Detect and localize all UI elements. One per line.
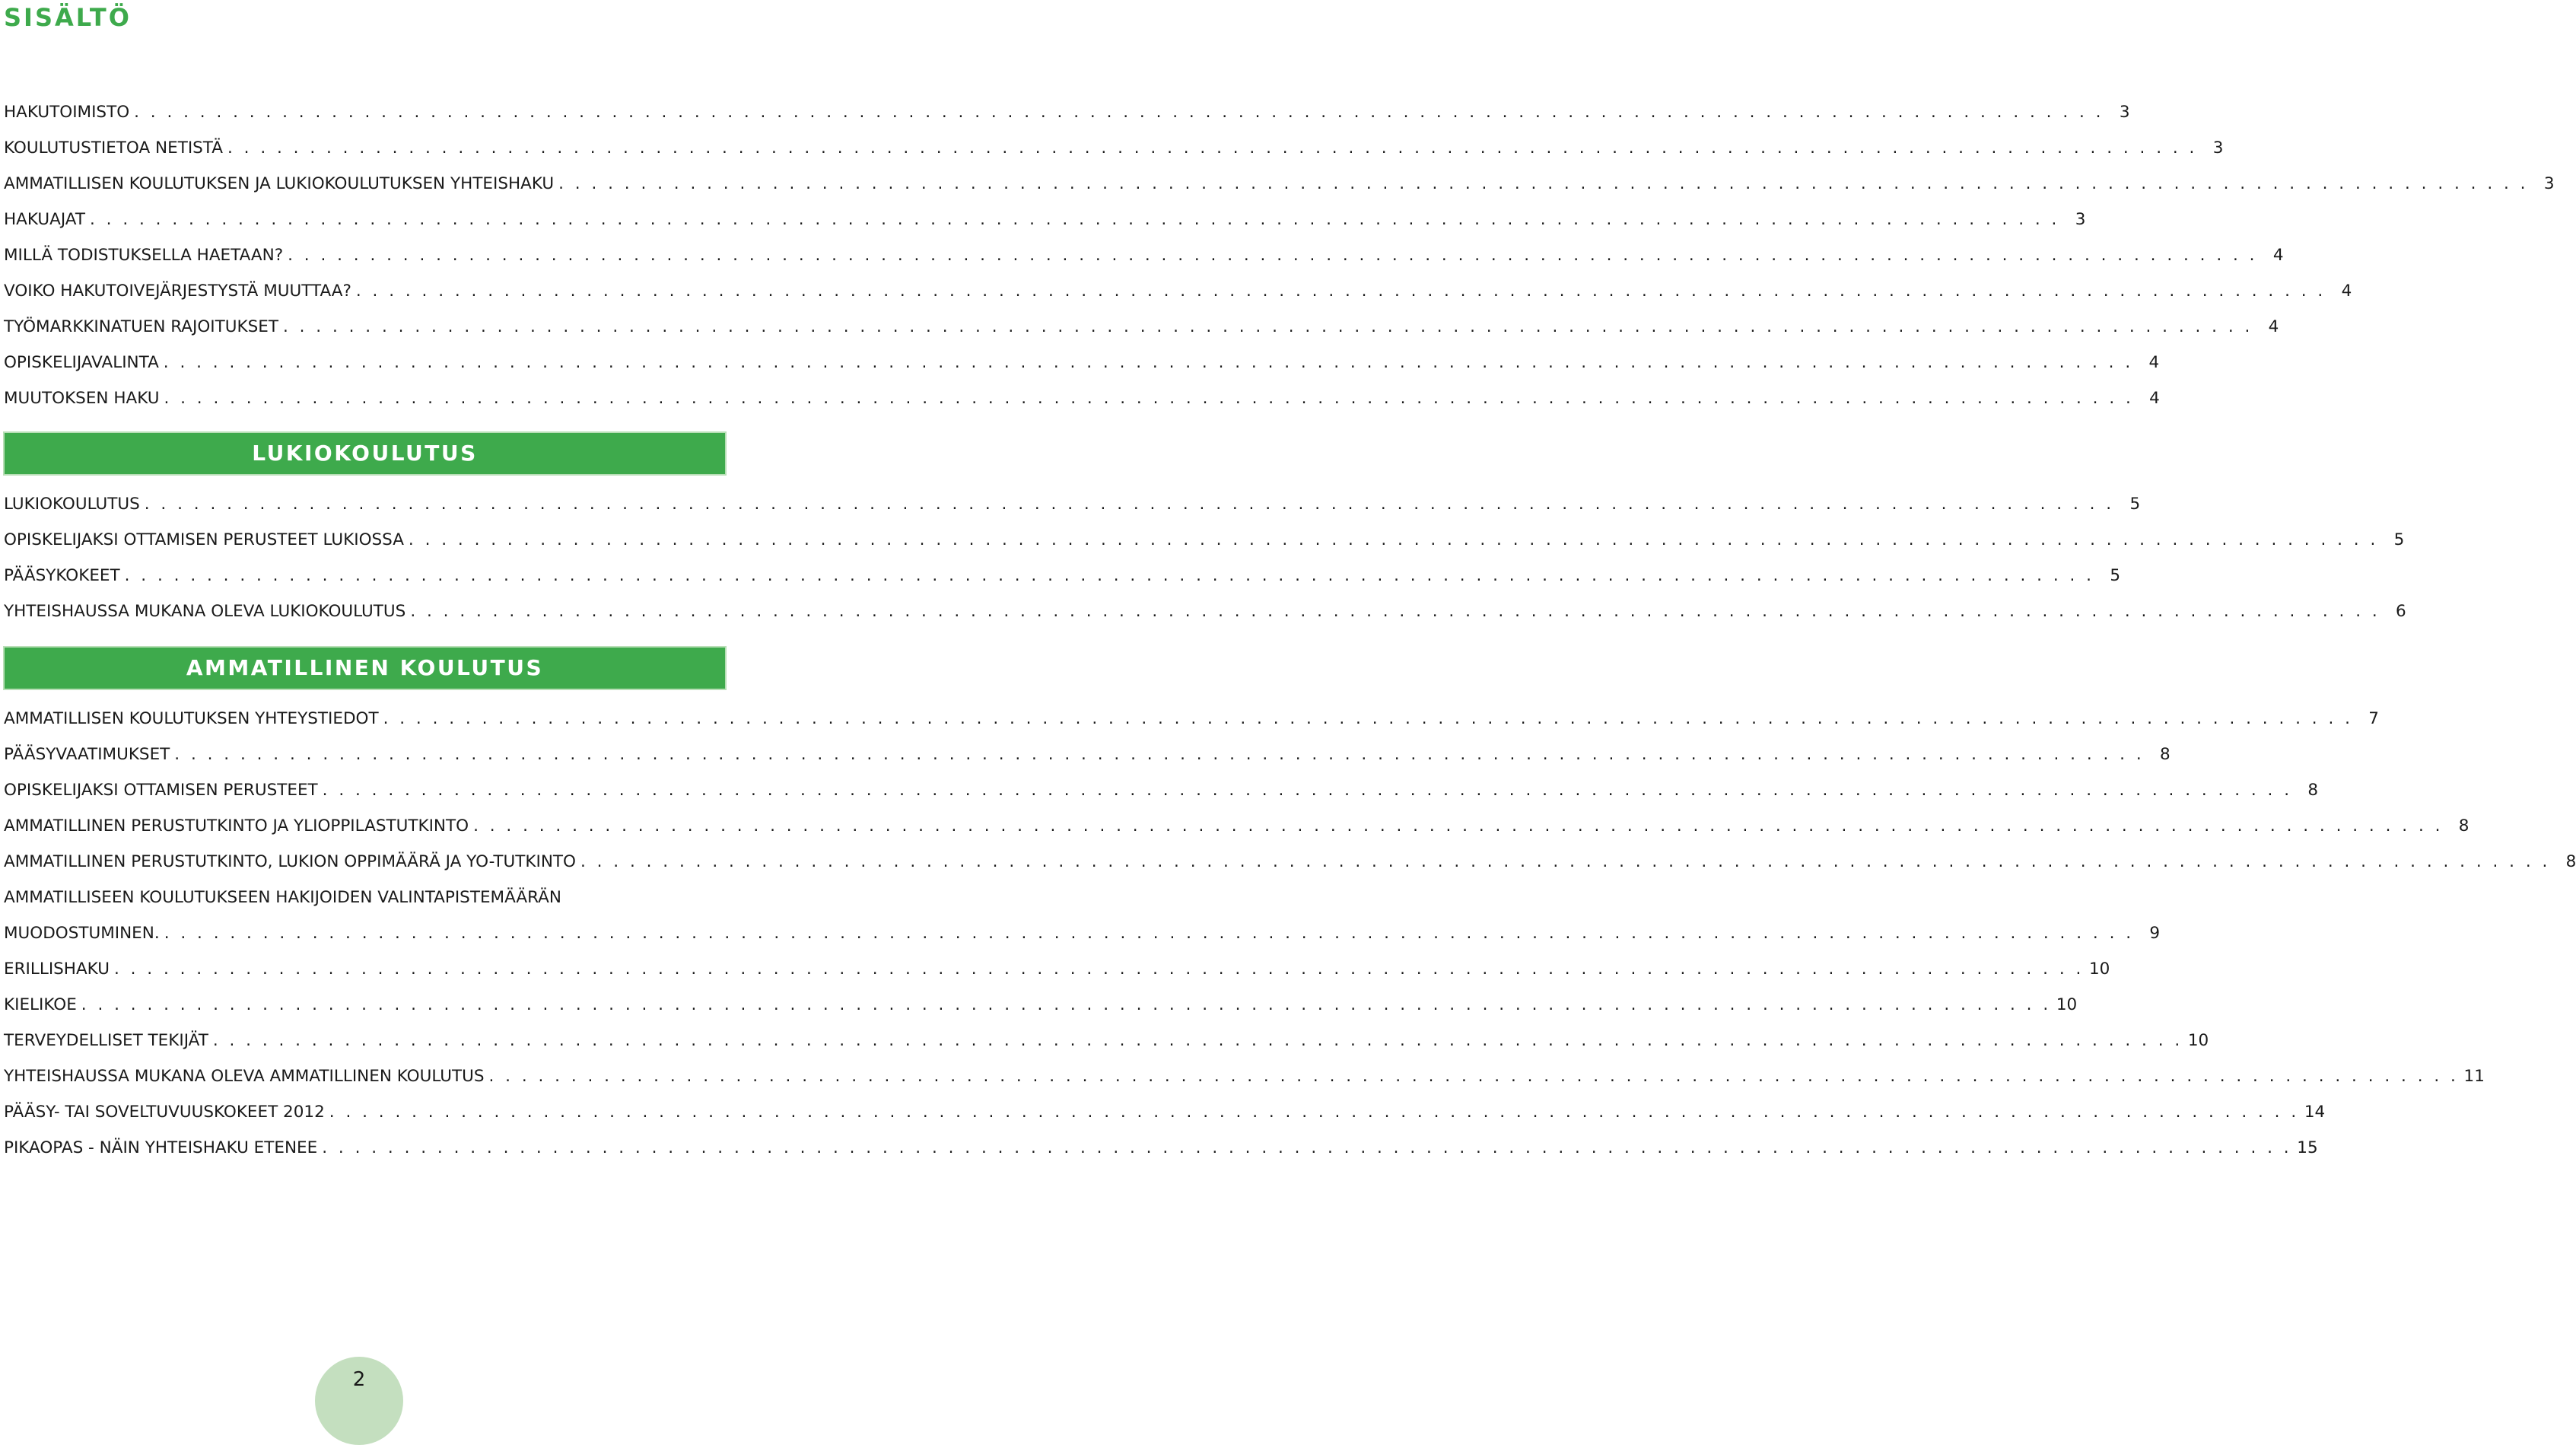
toc-entry[interactable] (4, 951, 2110, 987)
toc-entry[interactable] (4, 594, 2406, 629)
toc-leader-dots: . . . . . . . . . . . . . . . . . . . . . . . . . . . . . . . . . . . . . . . . . . . . . . . . . . . . . . . . . . . . . . . . . . . . . . . . . . . . . . . . . . . . . . . . . . . . . . . . . . . . . . . . . . . . . . . . . . . . . . . . (473, 816, 2444, 835)
toc-entry[interactable] (4, 701, 2379, 737)
toc-entry-label: AMMATILLISEN KOULUTUKSEN YHTEYSTIEDOT (4, 709, 379, 728)
toc-entry-label: YHTEISHAUSSA MUKANA OLEVA LUKIOKOULUTUS (4, 602, 406, 621)
toc-entry-label: OPISKELIJAKSI OTTAMISEN PERUSTEET LUKIOSSA (4, 530, 404, 549)
toc-entry-label: PÄÄSYKOKEET (4, 566, 120, 585)
section-heading: AMMATILLINEN KOULUTUS (3, 646, 727, 690)
toc-leader-dots: . . . . . . . . . . . . . . . . . . . . . . . . . . . . . . . . . . . . . . . . . . . . . . . . . . . . . . . . . . . . . . . . . . . . . . . . . . . . . . . . . . . . . . . . . . . . . . . . . . . . . . . . . . . . . . . . . . . . . . . . (144, 495, 2115, 514)
toc-entry-page: 3 (2543, 174, 2555, 193)
toc-entry-label: PIKAOPAS - NÄIN YHTEISHAKU ETENEE (4, 1138, 318, 1157)
toc-entry[interactable] (4, 1130, 2318, 1166)
toc-entry-page: 9 (2149, 924, 2161, 943)
toc-entry[interactable] (4, 772, 2319, 808)
toc-leader-dots: . . . . . . . . . . . . . . . . . . . . . . . . . . . . . . . . . . . . . . . . . . . . . . . . . . . . . . . . . . . . . . . . . . . . . . . . . . . . . . . . . . . . . . . . . . . . . . . . . . . . . . . . . . . . . . . . . . . . . . . . (134, 103, 2104, 122)
toc-entry-label: HAKUTOIMISTO (4, 103, 130, 122)
toc-leader-dots: . . . . . . . . . . . . . . . . . . . . . . . . . . . . . . . . . . . . . . . . . . . . . . . . . . . . . . . . . . . . . . . . . . . . . . . . . . . . . . . . . . . . . . . . . . . . . . . . . . . . . . . . . . . . . . . . . . . . . . . . (227, 138, 2198, 158)
toc-entry[interactable] (4, 808, 2469, 844)
toc-entry[interactable] (4, 345, 2160, 380)
toc-entry-label: MUUTOKSEN HAKU (4, 389, 160, 408)
toc-entry-page: 3 (2075, 210, 2086, 229)
toc-entry-page: 5 (2110, 566, 2121, 585)
toc-entry-label: TERVEYDELLISET TEKIJÄT (4, 1031, 208, 1050)
toc-leader-dots: . . . . . . . . . . . . . . . . . . . . . . . . . . . . . . . . . . . . . . . . . . . . . . . . . . . . . . . . . . . . . . . . . . . . . . . . . . . . . . . . . . . . . . . . . . . . . . . . . . . . . . . . . . . . . . . . . . . . . . . . (558, 174, 2529, 193)
toc-entry[interactable] (4, 486, 2141, 522)
toc-entry-page: 3 (2212, 138, 2224, 158)
toc-entry-label: KIELIKOE (4, 995, 77, 1014)
toc-entry-page: 11 (2463, 1067, 2485, 1086)
toc-entry-label: MUODOSTUMINEN. (4, 924, 160, 943)
toc-entry[interactable] (4, 737, 2171, 772)
toc-entry[interactable] (4, 844, 2576, 880)
toc-entry-label: OPISKELIJAKSI OTTAMISEN PERUSTEET (4, 781, 318, 800)
toc-entry-label: AMMATILLINEN PERUSTUTKINTO JA YLIOPPILASTUTKINTO (4, 816, 469, 835)
toc-entry-page: 4 (2341, 282, 2352, 301)
toc-leader-dots: . . . . . . . . . . . . . . . . . . . . . . . . . . . . . . . . . . . . . . . . . . . . . . . . . . . . . . . . . . . . . . . . . . . . . . . . . . . . . . . . . . . . . . . . . . . . . . . . . . . . . . . . . . . . . . . . . . . . . . . . (174, 745, 2145, 764)
toc-entry[interactable] (4, 1023, 2209, 1058)
toc-entry[interactable] (4, 558, 2121, 594)
page-title: SISÄLTÖ (4, 3, 132, 32)
toc-entry-label: VOIKO HAKUTOIVEJÄRJESTYSTÄ MUUTTAA? (4, 282, 351, 301)
toc-leader-dots: . . . . . . . . . . . . . . . . . . . . . . . . . . . . . . . . . . . . . . . . . . . . . . . . . . . . . . . . . . . . . . . . . . . . . . . . . . . . . . . . . . . . . . . . . . . . . . . . . . . . . . . . . . . . . . . . . . . . . . . . (329, 1103, 2300, 1122)
toc-leader-dots: . . . . . . . . . . . . . . . . . . . . . . . . . . . . . . . . . . . . . . . . . . . . . . . . . . . . . . . . . . . . . . . . . . . . . . . . . . . . . . . . . . . . . . . . . . . . . . . . . . . . . . . . . . . . . . . . . . . . . . . . (81, 995, 2052, 1014)
toc-leader-dots: . . . . . . . . . . . . . . . . . . . . . . . . . . . . . . . . . . . . . . . . . . . . . . . . . . . . . . . . . . . . . . . . . . . . . . . . . . . . . . . . . . . . . . . . . . . . . . . . . . . . . . . . . . . . . . . . . . . . . . . . (322, 781, 2293, 800)
toc-entry-label: ERILLISHAKU (4, 960, 110, 979)
toc-entry-label: KOULUTUSTIETOA NETISTÄ (4, 138, 223, 158)
toc-entry-page: 14 (2304, 1103, 2326, 1122)
section-heading: LUKIOKOULUTUS (3, 431, 727, 476)
toc-entry-label: YHTEISHAUSSA MUKANA OLEVA AMMATILLINEN KOULUTUS (4, 1067, 485, 1086)
toc-entry-page: 7 (2368, 709, 2379, 728)
toc-entry-label: OPISKELIJAVALINTA (4, 353, 159, 372)
toc-leader-dots: . . . . . . . . . . . . . . . . . . . . . . . . . . . . . . . . . . . . . . . . . . . . . . . . . . . . . . . . . . . . . . . . . . . . . . . . . . . . . . . . . . . . . . . . . . . . . . . . . . . . . . . . . . . . . . . . . . . . . . . . (163, 353, 2134, 372)
toc-entry[interactable] (4, 309, 2279, 345)
toc-entry[interactable] (4, 380, 2160, 416)
toc-leader-dots: . . . . . . . . . . . . . . . . . . . . . . . . . . . . . . . . . . . . . . . . . . . . . . . . . . . . . . . . . . . . . . . . . . . . . . . . . . . . . . . . . . . . . . . . . . . . . . . . . . . . . . . . . . . . . . . . . . . . . . . . (488, 1067, 2459, 1086)
toc-entry-page: 3 (2119, 103, 2130, 122)
toc-entry-page: 8 (2565, 852, 2576, 871)
toc-leader-dots: . . . . . . . . . . . . . . . . . . . . . . . . . . . . . . . . . . . . . . . . . . . . . . . . . . . . . . . . . . . . . . . . . . . . . . . . . . . . . . . . . . . . . . . . . . . . . . . . . . . . . . . . . . . . . . . . . . . . . . . . (282, 317, 2253, 336)
toc-entry-page: 10 (2088, 960, 2110, 979)
toc-leader-dots: . . . . . . . . . . . . . . . . . . . . . . . . . . . . . . . . . . . . . . . . . . . . . . . . . . . . . . . . . . . . . . . . . . . . . . . . . . . . . . . . . . . . . . . . . . . . . . . . . . . . . . . . . . . . . . . . . . . . . . . . (408, 530, 2379, 549)
toc-leader-dots: . . . . . . . . . . . . . . . . . . . . . . . . . . . . . . . . . . . . . . . . . . . . . . . . . . . . . . . . . . . . . . . . . . . . . . . . . . . . . . . . . . . . . . . . . . . . . . . . . . . . . . . . . . . . . . . . . . . . . . . . (212, 1031, 2183, 1050)
toc-leader-dots: . . . . . . . . . . . . . . . . . . . . . . . . . . . . . . . . . . . . . . . . . . . . . . . . . . . . . . . . . . . . . . . . . . . . . . . . . . . . . . . . . . . . . . . . . . . . . . . . . . . . . . . . . . . . . . . . . . . . . . . . (164, 389, 2134, 408)
toc-leader-dots: . . . . . . . . . . . . . . . . . . . . . . . . . . . . . . . . . . . . . . . . . . . . . . . . . . . . . . . . . . . . . . . . . . . . . . . . . . . . . . . . . . . . . . . . . . . . . . . . . . . . . . . . . . . . . . . . . . . . . . . . (383, 709, 2353, 728)
toc-entry-page: 4 (2268, 317, 2279, 336)
toc-leader-dots: . . . . . . . . . . . . . . . . . . . . . . . . . . . . . . . . . . . . . . . . . . . . . . . . . . . . . . . . . . . . . . . . . . . . . . . . . . . . . . . . . . . . . . . . . . . . . . . . . . . . . . . . . . . . . . . . . . . . . . . . (410, 602, 2380, 621)
toc-entry[interactable] (4, 166, 2555, 202)
toc-entry-label: AMMATILLISEEN KOULUTUKSEEN HAKIJOIDEN VALINTAPISTEMÄÄRÄN (4, 888, 561, 907)
toc-entry-label: MILLÄ TODISTUKSELLA HAETAAN? (4, 246, 284, 265)
toc-leader-dots: . . . . . . . . . . . . . . . . . . . . . . . . . . . . . . . . . . . . . . . . . . . . . . . . . . . . . . . . . . . . . . . . . . . . . . . . . . . . . . . . . . . . . . . . . . . . . . . . . . . . . . . . . . . . . . . . . . . . . . . . (113, 960, 2085, 979)
toc-entry-label: HAKUAJAT (4, 210, 85, 229)
toc-leader-dots: . . . . . . . . . . . . . . . . . . . . . . . . . . . . . . . . . . . . . . . . . . . . . . . . . . . . . . . . . . . . . . . . . . . . . . . . . . . . . . . . . . . . . . . . . . . . . . . . . . . . . . . . . . . . . . . . . . . . . . . . (124, 566, 2095, 585)
toc-entry-page: 10 (2187, 1031, 2209, 1050)
toc-entry-page: 8 (2160, 745, 2171, 764)
toc-leader-dots: . . . . . . . . . . . . . . . . . . . . . . . . . . . . . . . . . . . . . . . . . . . . . . . . . . . . . . . . . . . . . . . . . . . . . . . . . . . . . . . . . . . . . . . . . . . . . . . . . . . . . . . . . . . . . . . . . . . . . . . . (164, 924, 2135, 943)
toc-entry[interactable] (4, 1058, 2485, 1094)
toc-entry[interactable] (4, 987, 2078, 1023)
toc-entry-page: 8 (2307, 781, 2319, 800)
toc-entry-label: PÄÄSYVAATIMUKSET (4, 745, 170, 764)
toc-entry-page: 4 (2148, 353, 2160, 372)
toc-entry-page: 4 (2149, 389, 2160, 408)
toc-entry[interactable] (4, 130, 2224, 166)
toc-entry-page: 5 (2129, 495, 2141, 514)
toc-entry-label: AMMATILLINEN PERUSTUTKINTO, LUKION OPPIMÄÄRÄ JA YO-TUTKINTO (4, 852, 576, 871)
toc-entry-page: 15 (2297, 1138, 2318, 1157)
toc-leader-dots: . . . . . . . . . . . . . . . . . . . . . . . . . . . . . . . . . . . . . . . . . . . . . . . . . . . . . . . . . . . . . . . . . . . . . . . . . . . . . . . . . . . . . . . . . . . . . . . . . . . . . . . . . . . . . . . . . . . . . . . . (355, 282, 2326, 301)
toc-leader-dots: . . . . . . . . . . . . . . . . . . . . . . . . . . . . . . . . . . . . . . . . . . . . . . . . . . . . . . . . . . . . . . . . . . . . . . . . . . . . . . . . . . . . . . . . . . . . . . . . . . . . . . . . . . . . . . . . . . . . . . . . (89, 210, 2060, 229)
toc-entry[interactable] (4, 880, 730, 915)
page-number: 2 (352, 1368, 366, 1391)
toc-entry-page: 4 (2272, 246, 2284, 265)
toc-leader-dots: . . . . . . . . . . . . . . . . . . . . . . . . . . . . . . . . . . . . . . . . . . . . . . . . . . . . . . . . . . . . . . . . . . . . . . . . . . . . . . . . . . . . . . . . . . . . . . . . . . . . . . . . . . . . . . . . . . . . . . . . (288, 246, 2258, 265)
toc-entry-page: 10 (2056, 995, 2078, 1014)
toc-entry-label: TYÖMARKKINATUEN RAJOITUKSET (4, 317, 278, 336)
toc-entry-page: 8 (2458, 816, 2469, 835)
toc-entry[interactable] (4, 202, 2086, 237)
toc-leader-dots: . . . . . . . . . . . . . . . . . . . . . . . . . . . . . . . . . . . . . . . . . . . . . . . . . . . . . . . . . . . . . . . . . . . . . . . . . . . . . . . . . . . . . . . . . . . . . . . . . . . . . . . . . . . . . . . . . . . . . . . . (580, 852, 2551, 871)
toc-entry[interactable] (4, 94, 2130, 130)
toc-entry-label: LUKIOKOULUTUS (4, 495, 140, 514)
toc-entry-label: AMMATILLISEN KOULUTUKSEN JA LUKIOKOULUTUKSEN YHTEISHAKU (4, 174, 555, 193)
toc-entry[interactable] (4, 1094, 2326, 1130)
toc-entry[interactable] (4, 237, 2284, 273)
toc-entry-page: 5 (2393, 530, 2405, 549)
toc-entry-page: 6 (2396, 602, 2406, 621)
toc-leader-dots: . . . . . . . . . . . . . . . . . . . . . . . . . . . . . . . . . . . . . . . . . . . . . . . . . . . . . . . . . . . . . . . . . . . . . . . . . . . . . . . . . . . . . . . . . . . . . . . . . . . . . . . . . . . . . . . . . . . . . . . . (322, 1138, 2292, 1157)
toc-entry[interactable] (4, 273, 2352, 309)
toc-entry-label: PÄÄSY- TAI SOVELTUVUUSKOKEET 2012 (4, 1103, 325, 1122)
toc-entry[interactable] (4, 915, 2161, 951)
toc-entry[interactable] (4, 522, 2405, 558)
